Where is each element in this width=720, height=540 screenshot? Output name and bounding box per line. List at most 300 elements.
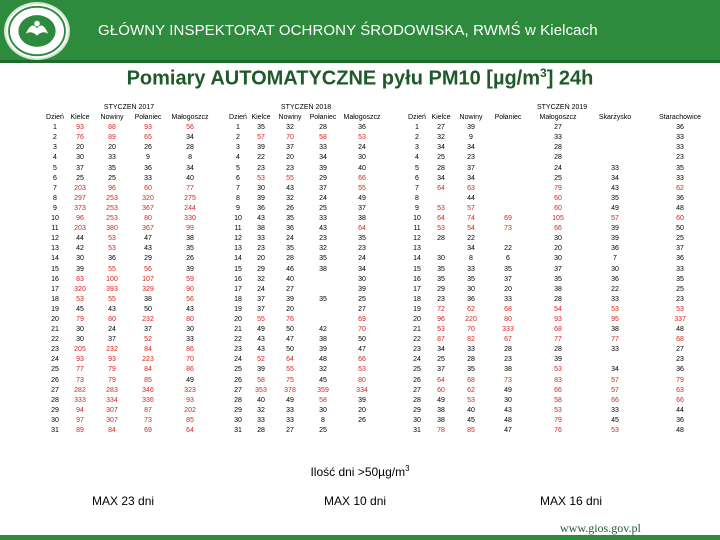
table-cell: 34 [467, 245, 475, 253]
table-cell: 33 [257, 235, 265, 243]
table-cell: 36 [108, 255, 116, 263]
table-cell: 43 [257, 215, 265, 223]
table-row [44, 164, 214, 174]
table-cell [428, 194, 454, 204]
table-cell: 60 [676, 215, 684, 223]
table-cell: 50 [286, 346, 294, 354]
table-cell: 18 [51, 295, 59, 303]
table-row [406, 174, 718, 184]
table-cell: 29 [144, 255, 152, 263]
table-row [228, 386, 384, 396]
table-cell: 3 [53, 144, 57, 152]
table-row [406, 305, 718, 315]
table-cell: 80 [358, 376, 366, 384]
table-row [406, 406, 718, 416]
table-cell: 35 [554, 275, 562, 283]
table-cell: 330 [184, 215, 196, 223]
table-cell [588, 153, 642, 163]
table-cell: 36 [676, 124, 684, 132]
table-cell: 43 [257, 336, 265, 344]
table-row [406, 224, 718, 234]
table-cell: 39 [76, 265, 84, 273]
table-cell: 253 [106, 215, 118, 223]
table-cell: 28 [467, 356, 475, 364]
table-cell: 36 [358, 124, 366, 132]
table-cell: 31 [234, 427, 242, 434]
table-cell: 32 [319, 366, 327, 374]
table-cell [306, 315, 340, 325]
table-cell: 367 [142, 225, 154, 233]
table-cell: 33 [319, 144, 327, 152]
table-cell: 39 [286, 295, 294, 303]
table-cell: 28 [554, 144, 562, 152]
table-row [228, 396, 384, 406]
header-bar [0, 0, 720, 62]
table-cell: 88 [108, 124, 116, 132]
table-cell: 50 [144, 305, 152, 313]
table-row [44, 345, 214, 355]
table-cell: 32 [257, 275, 265, 283]
table-cell: 73 [144, 416, 152, 424]
table-cell: 27 [286, 285, 294, 293]
table-cell: 33 [611, 406, 619, 414]
table-cell [488, 164, 528, 174]
table-cell: 64 [437, 376, 445, 384]
table-cell: 86 [186, 346, 194, 354]
table-cell: 49 [437, 396, 445, 404]
table-cell: 39 [257, 366, 265, 374]
table-row [406, 244, 718, 254]
table-cell: 320 [74, 285, 86, 293]
table-cell: 34 [319, 154, 327, 162]
table-cell: 80 [108, 315, 116, 323]
table-cell: 29 [257, 265, 265, 273]
table-cell: 380 [106, 225, 118, 233]
table-cell: 33 [504, 295, 512, 303]
col-header: Połaniec [134, 114, 162, 122]
table-cell: 33 [676, 265, 684, 273]
table-cell: 8 [415, 194, 419, 202]
table-cell: 36 [611, 245, 619, 253]
table-cell: 28 [51, 396, 59, 404]
col-header: Skarżysko [598, 114, 632, 122]
table-row [228, 184, 384, 194]
table-cell: 84 [144, 346, 152, 354]
table-cell: 57 [611, 215, 619, 223]
table-cell: 378 [284, 386, 296, 394]
table-cell: 40 [257, 396, 265, 404]
table-cell: 28 [554, 295, 562, 303]
table-cell [588, 133, 642, 143]
table-cell: 22 [234, 336, 242, 344]
table-cell: 34 [611, 174, 619, 182]
table-cell: 22 [257, 154, 265, 162]
table-row [44, 194, 214, 204]
table-cell: 36 [286, 225, 294, 233]
table-cell: 37 [144, 326, 152, 334]
table-cell: 22 [51, 336, 59, 344]
table-cell: 25 [676, 285, 684, 293]
table-cell: 26 [51, 376, 59, 384]
table-row [44, 285, 214, 295]
table-cell: 35 [319, 255, 327, 263]
table-cell: 25 [413, 366, 421, 374]
table-cell: 244 [184, 204, 196, 212]
table-cell: 205 [74, 346, 86, 354]
table-cell: 38 [437, 416, 445, 424]
table-cell: 23 [676, 295, 684, 303]
table-cell [488, 234, 528, 244]
table-cell: 68 [467, 376, 475, 384]
table-cell: 5 [53, 164, 57, 172]
table-body [406, 123, 718, 436]
table-cell: 19 [234, 305, 242, 313]
table-cell: 373 [74, 204, 86, 212]
table-cell: 48 [676, 326, 684, 334]
col-header: Nowiny [278, 114, 302, 122]
table-cell: 5 [236, 164, 240, 172]
table-cell: 7 [613, 255, 617, 263]
table-cell: 22 [467, 235, 475, 243]
table-cell: 30 [413, 416, 421, 424]
table-cell: 53 [437, 225, 445, 233]
table-cell: 9 [236, 204, 240, 212]
table-cell: 25 [108, 174, 116, 182]
table-cell: 54 [467, 225, 475, 233]
table-cell: 34 [467, 174, 475, 182]
table-row [228, 174, 384, 184]
table-cell: 23 [676, 154, 684, 162]
table-cell: 80 [144, 215, 152, 223]
table-cell: 53 [358, 134, 366, 142]
table-cell: 16 [234, 275, 242, 283]
table-row [228, 285, 384, 295]
table-cell: 53 [437, 204, 445, 212]
table-cell: 54 [554, 305, 562, 313]
table-cell: 282 [74, 386, 86, 394]
table-cell: 6 [236, 174, 240, 182]
table-cell: 57 [611, 376, 619, 384]
table-cell: 14 [51, 255, 59, 263]
table-cell: 50 [358, 336, 366, 344]
table-2017 [44, 103, 214, 436]
table-cell [306, 275, 340, 285]
table-row [228, 265, 384, 275]
table-cell: 49 [286, 396, 294, 404]
table-cell: 43 [611, 184, 619, 192]
table-row [44, 123, 214, 133]
table-cell: 66 [554, 225, 562, 233]
table-cell: 35 [286, 215, 294, 223]
table-cell: 23 [257, 164, 265, 172]
table-cell: 7 [236, 184, 240, 192]
table-cell: 23 [234, 346, 242, 354]
table-cell: 78 [437, 427, 445, 434]
table-cell: 36 [676, 194, 684, 202]
table-cell: 30 [234, 416, 242, 424]
table-cell: 42 [76, 245, 84, 253]
table-cell: 57 [467, 204, 475, 212]
table-cell: 24 [257, 285, 265, 293]
table-cell: 66 [611, 396, 619, 404]
table-cell: 12 [234, 235, 242, 243]
table-cell: 77 [186, 184, 194, 192]
table-cell: 13 [234, 245, 242, 253]
table-cell: 35 [257, 124, 265, 132]
table-cell: 66 [554, 386, 562, 394]
table-cell: 30 [76, 326, 84, 334]
table-cell: 13 [413, 245, 421, 253]
table-cell: 20 [286, 305, 294, 313]
col-header: Dzień [46, 114, 64, 122]
table-cell: 35 [611, 194, 619, 202]
table-cell: 39 [319, 164, 327, 172]
table-cell: 39 [358, 285, 366, 293]
table-cell: 26 [144, 144, 152, 152]
table-cell: 27 [358, 305, 366, 313]
table-cell: 53 [554, 406, 562, 414]
table-cell: 353 [255, 386, 267, 394]
table-cell: 74 [467, 215, 475, 223]
table-row [228, 325, 384, 335]
table-cell: 58 [319, 396, 327, 404]
table-cell: 6 [415, 174, 419, 182]
table-cell: 28 [554, 346, 562, 354]
table-cell: 96 [108, 184, 116, 192]
table-cell: 232 [106, 346, 118, 354]
table-cell: 84 [108, 427, 116, 434]
table-cell: 53 [108, 235, 116, 243]
table-cell: 30 [76, 336, 84, 344]
footer-line [0, 535, 720, 540]
table-cell: 24 [51, 356, 59, 364]
table-cell: 53 [467, 396, 475, 404]
table-row [44, 376, 214, 386]
table-cell: 48 [319, 356, 327, 364]
table-cell: 8 [236, 194, 240, 202]
table-cell: 10 [51, 215, 59, 223]
table-cell: 63 [676, 386, 684, 394]
table-cell: 2 [236, 134, 240, 142]
table-cell: 37 [676, 245, 684, 253]
table-cell: 87 [437, 336, 445, 344]
table-cell [488, 194, 528, 204]
table-cell: 79 [108, 366, 116, 374]
table-cell: 32 [257, 406, 265, 414]
table-cell: 337 [674, 315, 686, 323]
table-cell: 53 [108, 245, 116, 253]
table-row [44, 214, 214, 224]
table-cell: 49 [611, 204, 619, 212]
title-end: ] 24h [546, 67, 594, 90]
table-cell: 20 [234, 315, 242, 323]
table-row [44, 335, 214, 345]
table-cell: 24 [554, 164, 562, 172]
table-cell: 28 [186, 144, 194, 152]
table-cell: 34 [467, 144, 475, 152]
table-body [228, 123, 384, 436]
table-cell: 52 [144, 336, 152, 344]
table-2018 [228, 103, 384, 436]
table-cell: 30 [467, 285, 475, 293]
table-cell: 2 [415, 134, 419, 142]
table-cell: 58 [257, 376, 265, 384]
table-cell: 95 [611, 315, 619, 323]
table-cell: 4 [53, 154, 57, 162]
table-cell: 334 [106, 396, 118, 404]
table-cell: 23 [467, 154, 475, 162]
table-cell: 40 [186, 174, 194, 182]
table-cell: 94 [76, 406, 84, 414]
table-cell: 283 [106, 386, 118, 394]
table-cell: 107 [142, 275, 154, 283]
table-cell: 84 [144, 366, 152, 374]
table-cell: 24 [358, 255, 366, 263]
table-cell: 33 [286, 416, 294, 424]
table-row [44, 204, 214, 214]
table-cell: 37 [286, 144, 294, 152]
table-cell: 20 [108, 144, 116, 152]
table-cell: 79 [676, 376, 684, 384]
table-cell: 26 [413, 376, 421, 384]
table-row [406, 214, 718, 224]
table-cell: 35 [358, 235, 366, 243]
table-cell: 73 [504, 376, 512, 384]
table-cell: 28 [286, 255, 294, 263]
table-cell: 63 [467, 184, 475, 192]
table-cell [588, 123, 642, 133]
table-cell: 26 [286, 204, 294, 212]
table-cell: 38 [358, 215, 366, 223]
table-cell [306, 285, 340, 295]
table-cell: 27 [676, 346, 684, 354]
table-cell: 33 [611, 295, 619, 303]
table-cell: 82 [467, 336, 475, 344]
table-row [44, 406, 214, 416]
table-row [44, 224, 214, 234]
table-cell: 66 [358, 174, 366, 182]
table-cell: 48 [504, 416, 512, 424]
table-cell: 5 [415, 164, 419, 172]
table-cell: 33 [467, 346, 475, 354]
table-cell: 55 [286, 174, 294, 182]
table-row [406, 153, 718, 163]
table-row [406, 265, 718, 275]
table-cell: 8 [469, 255, 473, 263]
table-cell: 39 [257, 144, 265, 152]
table-cell: 30 [554, 235, 562, 243]
table-cell: 9 [415, 204, 419, 212]
table-cell: 30 [257, 184, 265, 192]
table-cell: 33 [186, 336, 194, 344]
table-cell: 38 [186, 235, 194, 243]
table-cell: 19 [51, 305, 59, 313]
table-cell: 69 [358, 315, 366, 323]
table-cell: 39 [186, 265, 194, 273]
table-cell: 39 [358, 396, 366, 404]
table-cell: 29 [413, 406, 421, 414]
table-cell: 28 [554, 154, 562, 162]
table-row [228, 305, 384, 315]
table-cell: 105 [552, 215, 564, 223]
table-cell: 25 [676, 235, 684, 243]
table-cell: 14 [413, 255, 421, 263]
table-cell: 25 [76, 174, 84, 182]
table-cell: 36 [676, 255, 684, 263]
page-title [0, 66, 720, 91]
table-cell: 53 [676, 305, 684, 313]
table-cell: 9 [469, 134, 473, 142]
col-header: Małogoszcz [539, 114, 577, 122]
table-row [44, 305, 214, 315]
table-cell: 73 [76, 376, 84, 384]
table-cell: 29 [437, 285, 445, 293]
table-cell: 29 [51, 406, 59, 414]
table-cell: 85 [467, 427, 475, 434]
table-cell: 39 [554, 356, 562, 364]
table-cell: 42 [319, 326, 327, 334]
table-row [406, 345, 718, 355]
table-cell: 76 [286, 315, 294, 323]
table-row [406, 164, 718, 174]
table-cell: 367 [142, 204, 154, 212]
table-cell: 46 [286, 265, 294, 273]
table-cell: 21 [413, 326, 421, 334]
table-cell: 30 [319, 406, 327, 414]
table-cell: 35 [437, 275, 445, 283]
table-cell: 22 [504, 245, 512, 253]
table-cell: 66 [358, 356, 366, 364]
table-cell: 20 [504, 285, 512, 293]
table-cell: 100 [106, 275, 118, 283]
table-cell: 320 [142, 194, 154, 202]
table-cell: 85 [186, 416, 194, 424]
table-cell: 68 [504, 305, 512, 313]
table-cell: 29 [234, 406, 242, 414]
table-row [406, 123, 718, 133]
table-cell: 393 [106, 285, 118, 293]
table-row [406, 416, 718, 426]
table-cell: 87 [144, 406, 152, 414]
table-row [228, 234, 384, 244]
table-cell: 11 [234, 225, 242, 233]
table-cell: 37 [504, 275, 512, 283]
table-cell: 4 [415, 154, 419, 162]
table-cell: 35 [437, 265, 445, 273]
table-cell [488, 174, 528, 184]
table-cell: 15 [234, 265, 242, 273]
table-cell: 32 [286, 194, 294, 202]
table-cell: 67 [504, 336, 512, 344]
table-cell: 79 [554, 416, 562, 424]
table-cell: 60 [554, 204, 562, 212]
table-cell: 77 [611, 336, 619, 344]
footer-url[interactable]: www.gios.gov.pl [560, 521, 641, 535]
table-cell: 70 [186, 356, 194, 364]
table-cell: 93 [186, 396, 194, 404]
table-cell: 79 [76, 315, 84, 323]
table-row [44, 265, 214, 275]
table-cell: 64 [186, 427, 194, 434]
table-row [406, 184, 718, 194]
table-cell: 76 [76, 134, 84, 142]
col-header: Połaniec [494, 114, 522, 122]
table-cell [488, 153, 528, 163]
table-cell: 64 [286, 356, 294, 364]
table-row [406, 285, 718, 295]
table-cell: 25 [319, 427, 327, 434]
table-cell: 68 [676, 336, 684, 344]
